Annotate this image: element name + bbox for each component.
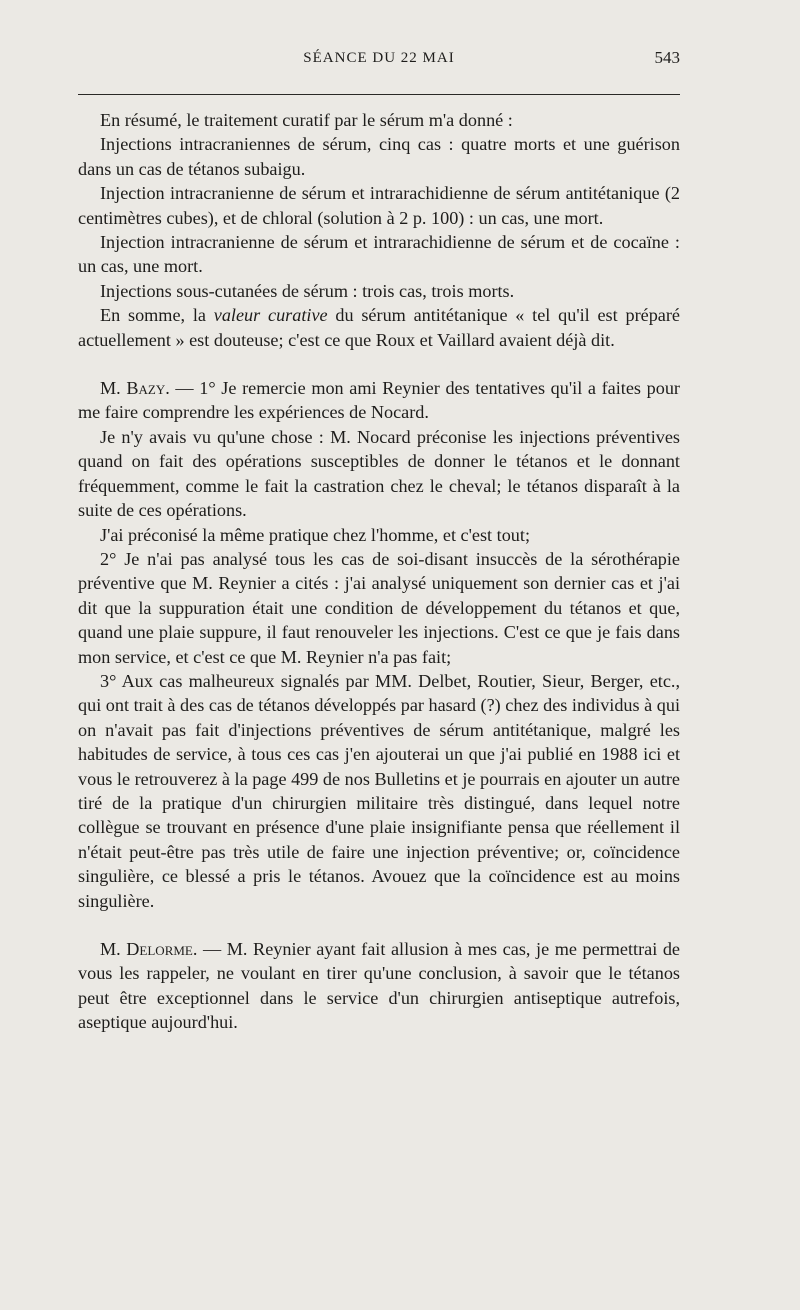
paragraph-intracranial: Injections intracraniennes de sérum, cinq cas : quatre morts et une guérison dans un cas de tétanos subaigu. (78, 134, 680, 179)
paragraph-intracranial-chloral: Injection intracranienne de sérum et intrarachidienne de sérum antitétanique (2 centimètres cubes), et de chloral (solution à 2 p. 100) : un cas, une mort. (78, 183, 680, 228)
italic-valeur-curative: valeur curative (213, 305, 328, 326)
paragraph-intracranial-cocaine: Injection intracranienne de sérum et intrarachidienne de sérum et de cocaïne : un cas, une mort. (78, 232, 680, 277)
running-title: SÉANCE DU 22 MAI (303, 50, 455, 66)
body-text (78, 108, 680, 1035)
paragraph-summary: En résumé, le traitement curatif par le sérum m'a donné : (100, 110, 513, 130)
paragraph-bazy-point-2: 2° Je n'ai pas analysé tous les cas de soi-disant insuccès de la sérothérapie préventive que M. Reynier a cités : j'ai analysé uniquement son dernier cas et j'ai dit que la suppuration était une condition de développement du tétanos et que, quand une plaie suppure, il faut renouveler les injections. C'est ce que je fais dans mon service, et c'est ce que M. Reynier n'a pas fait; (78, 548, 680, 667)
conclusion-text-after: du sérum antitétanique « tel qu'il est préparé actuellement » est douteuse; c'est ce que Roux et Vaillard avaient déjà dit. (78, 305, 680, 350)
section-gap (78, 352, 680, 376)
paragraph-bazy-intro (78, 376, 680, 425)
page-number: 543 (654, 48, 680, 67)
paragraph-conclusion (78, 303, 680, 352)
speaker-delorme: M. Delorme. (100, 939, 198, 959)
paragraph-bazy-nocard: Je n'y avais vu qu'une chose : M. Nocard préconise les injections préventives quand on fait des opérations susceptibles de donner le tétanos et le donnant fréquemment, comme le fait la castration chez le cheval; le tétanos disparaît à la suite de ces opérations. (78, 426, 680, 521)
speaker-bazy: M. Bazy. (100, 378, 170, 399)
paragraph-bazy-point-3: 3° Aux cas malheureux signalés par MM. Delbet, Routier, Sieur, Berger, etc., qui ont trait à des cas de tétanos développés par hasard (?) chez des individus à qui on n'avait pas fait d'injections préventives de sérum antitétanique, malgré les habitudes de service, à tous ces cas j'en ajouterai un que j'ai publié en 1988 ici et vous le retrouverez à la page 499 de nos Bulletins et je pourrais en ajouter un autre tiré de la pratique d'un chirurgien militaire très distingué, dans lequel notre collègue se trouvant en présence d'une plaie insignifiante pensa que réellement il n'était peut-être pas très utile de faire une injection préventive; or, coïncidence singulière, ce blessé a pris le tétanos. Avouez que la coïncidence est au moins singulière. (78, 670, 681, 911)
conclusion-text-before: En somme, la (100, 305, 214, 326)
paragraph-bazy-practice: J'ai préconisé la même pratique chez l'homme, et c'est tout; (100, 524, 531, 545)
header-rule (78, 94, 680, 95)
section-gap (78, 913, 680, 937)
paragraph-delorme (78, 937, 680, 1035)
page-header (78, 48, 680, 74)
bazy-intro-text: — 1° Je remercie mon ami Reynier des tentatives qu'il a faites pour me faire comprendre les expériences de Nocard. (78, 378, 680, 423)
paragraph-subcutaneous: Injections sous-cutanées de sérum : trois cas, trois morts. (100, 280, 515, 301)
delorme-text: — M. Reynier ayant fait allusion à mes cas, je me permettrai de vous les rappeler, ne voulant en tirer qu'une conclusion, à savoir que le tétanos peut être exceptionnel dans le service d'un chirurgien antiseptique autrefois, aseptique aujourd'hui. (78, 939, 680, 1033)
